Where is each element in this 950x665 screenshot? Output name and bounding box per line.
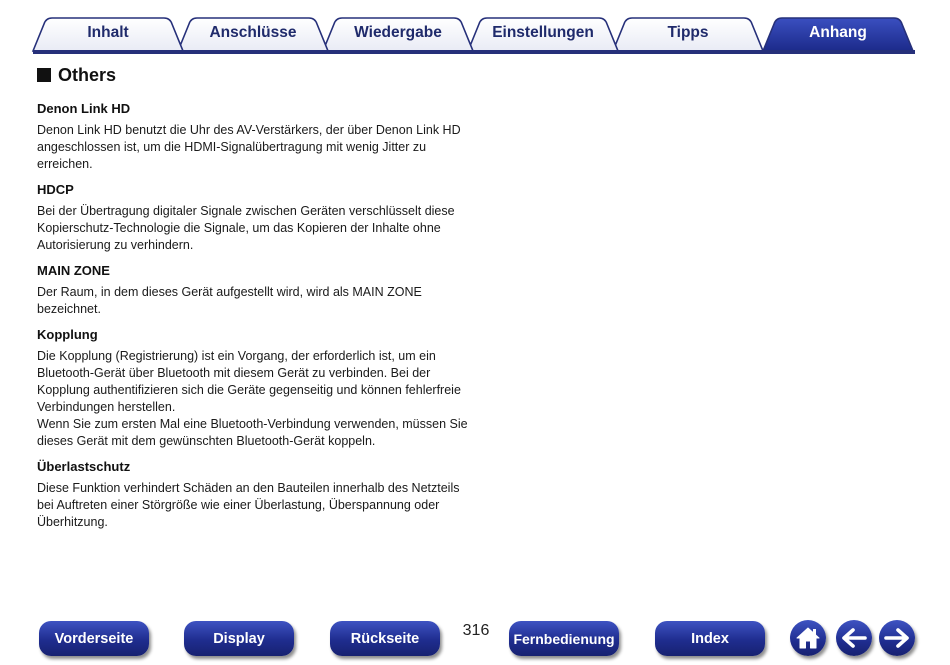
glossary-entry bbox=[37, 458, 477, 531]
remote-button[interactable]: Fernbedienung bbox=[509, 621, 619, 656]
glossary-entry bbox=[37, 181, 477, 254]
front-button[interactable]: Vorderseite bbox=[39, 621, 149, 656]
tab-anhang[interactable]: Anhang bbox=[809, 24, 867, 41]
section-heading bbox=[37, 64, 116, 86]
entry-term: Kopplung bbox=[37, 327, 98, 342]
next-button[interactable] bbox=[879, 620, 915, 656]
entry-term: MAIN ZONE bbox=[37, 263, 110, 278]
glossary-entry bbox=[37, 100, 477, 173]
entry-description bbox=[37, 480, 477, 531]
arrow-left-icon bbox=[840, 627, 868, 649]
tab-inhalt[interactable]: Inhalt bbox=[87, 24, 129, 41]
entry-paragraph: Der Raum, in dem dieses Gerät aufgestellt wird, wird als MAIN ZONE bezeichnet. bbox=[37, 285, 422, 316]
entry-description bbox=[37, 122, 477, 173]
tab-wiedergabe[interactable]: Wiedergabe bbox=[354, 24, 442, 41]
page-number: 316 bbox=[462, 622, 490, 639]
entry-term: Überlastschutz bbox=[37, 459, 131, 474]
entry-paragraph: Wenn Sie zum ersten Mal eine Bluetooth-Verbindung verwenden, müssen Sie dieses Gerät mit dem gewünschten Bluetooth-Gerät koppeln. bbox=[37, 417, 468, 448]
entry-paragraph: Die Kopplung (Registrierung) ist ein Vorgang, der erforderlich ist, um ein Bluetooth-Gerät über Bluetooth mit diesem Gerät zu verbinden. Bei der Kopplung authentifizieren sich die Geräte gegenseitig und können fehlerfreie Verbindungen herstellen. bbox=[37, 349, 461, 414]
section-title: Others bbox=[58, 64, 117, 85]
entry-paragraph: Diese Funktion verhindert Schäden an den Bauteilen innerhalb des Netzteils bei Auftreten einer Störgröße wie einer Überlastung, Überspannung oder Überhitzung. bbox=[37, 481, 460, 529]
entry-term: Denon Link HD bbox=[37, 101, 131, 116]
glossary-entry bbox=[37, 326, 477, 450]
display-button[interactable]: Display bbox=[184, 621, 294, 656]
glossary-list bbox=[37, 100, 477, 539]
home-button[interactable] bbox=[790, 620, 826, 656]
entry-term: HDCP bbox=[37, 182, 74, 197]
arrow-right-icon bbox=[883, 627, 911, 649]
square-bullet-icon bbox=[37, 68, 51, 82]
tab-tipps[interactable]: Tipps bbox=[667, 24, 709, 41]
back-button[interactable]: Rückseite bbox=[330, 621, 440, 656]
top-tab-bar bbox=[0, 0, 950, 56]
index-button[interactable]: Index bbox=[655, 621, 765, 656]
tab-einstellungen[interactable]: Einstellungen bbox=[492, 24, 594, 41]
previous-button[interactable] bbox=[836, 620, 872, 656]
glossary-entry bbox=[37, 262, 477, 318]
entry-description bbox=[37, 284, 477, 318]
tab-anschl-sse[interactable]: Anschlüsse bbox=[209, 24, 297, 41]
entry-description bbox=[37, 348, 477, 450]
entry-paragraph: Denon Link HD benutzt die Uhr des AV-Verstärkers, der über Denon Link HD angeschlossen ist, um die HDMI-Signalübertragung mit wenig Jitter zu erreichen. bbox=[37, 123, 461, 171]
entry-description bbox=[37, 203, 477, 254]
home-icon bbox=[795, 626, 821, 650]
entry-paragraph: Bei der Übertragung digitaler Signale zwischen Geräten verschlüsselt diese Kopierschutz-Technologie die Signale, um das Kopieren der Inhalte ohne Autorisierung zu verhindern. bbox=[37, 204, 455, 252]
